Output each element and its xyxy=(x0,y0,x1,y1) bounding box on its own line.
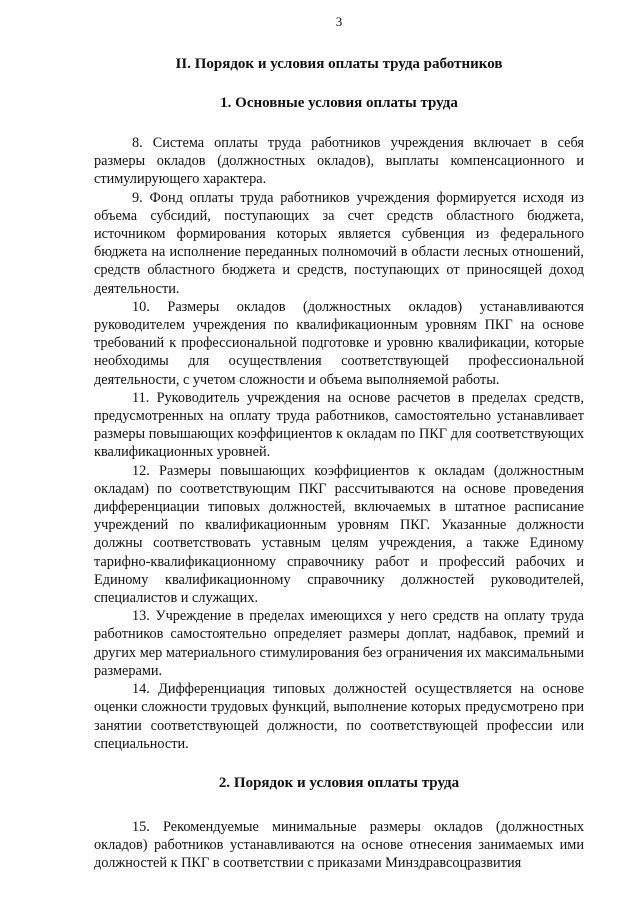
subsection-2-title: 2. Порядок и условия оплаты труда xyxy=(218,774,460,791)
paragraph-9: 9. Фонд оплаты труда работников учреждения формируется исходя из объема субсидий, поступающих за счет средств областного бюджета, источником формирования которых является субвенция из федерального бюджета на исполнение переданных полномочий в области лесных отношений, средств областного бюджета и средств, поступающих от приносящей доход деятельности. xyxy=(94,189,584,297)
paragraph-15: 15. Рекомендуемые минимальные размеры окладов (должностных окладов) работников устанавливаются на основе отнесения занимаемых ими должностей к ПКГ в соответствии с приказами Минздравсоцразвития xyxy=(94,818,584,872)
subsection-1-title: 1. Основные условия оплаты труда xyxy=(220,95,458,111)
page-number: 3 xyxy=(335,14,343,29)
subsection-2-body xyxy=(94,818,584,873)
paragraph-12: 12. Размеры повышающих коэффициентов к окладам (должностным окладам) по соответствующим ПКГ рассчитываются на основе проведения дифференциации типовых должностей, включаемых в штатное расписание учреждений по квалификационным уровням ПКГ. Указанные должности должны соответствовать уставным целям учреждения, а также Единому тарифно-квалификационному справочнику работ и профессий рабочих и Единому квалификационному справочнику должностей руководителей, специалистов и служащих. xyxy=(94,462,584,607)
paragraph-8: 8. Система оплаты труда работников учреждения включает в себя размеры окладов (должностных окладов), выплаты компенсационного и стимулирующего характера. xyxy=(94,135,584,188)
paragraph-13: 13. Учреждение в пределах имеющихся у него средств на оплату труда работников самостоятельно определяет размеры доплат, надбавок, премий и других мер материального стимулирования без ограничения их максимальными размерами. xyxy=(94,608,584,679)
paragraph-11: 11. Руководитель учреждения на основе расчетов в пределах средств, предусмотренных на оплату труда работников, самостоятельно устанавливает размеры повышающих коэффициентов к окладам по ПКГ для соответствующих квалификационных уровней. xyxy=(94,389,584,461)
section-title: II. Порядок и условия оплаты труда работников xyxy=(175,56,503,72)
paragraph-14: 14. Дифференциация типовых должностей осуществляется на основе оценки сложности трудовых функций, выполнение которых предусмотрено при занятии соответствующей должности, по соответствующей профессии или специальности. xyxy=(94,681,584,752)
subsection-1-body xyxy=(94,134,584,753)
paragraph-10: 10. Размеры окладов (должностных окладов) устанавливаются руководителем учреждения по квалификационным уровням ПКГ на основе требований к профессиональной подготовке и уровню квалификации, которые необходимы для осуществления соответствующей профессиональной деятельности, с учетом сложности и объема выполняемой работы. xyxy=(94,298,584,388)
